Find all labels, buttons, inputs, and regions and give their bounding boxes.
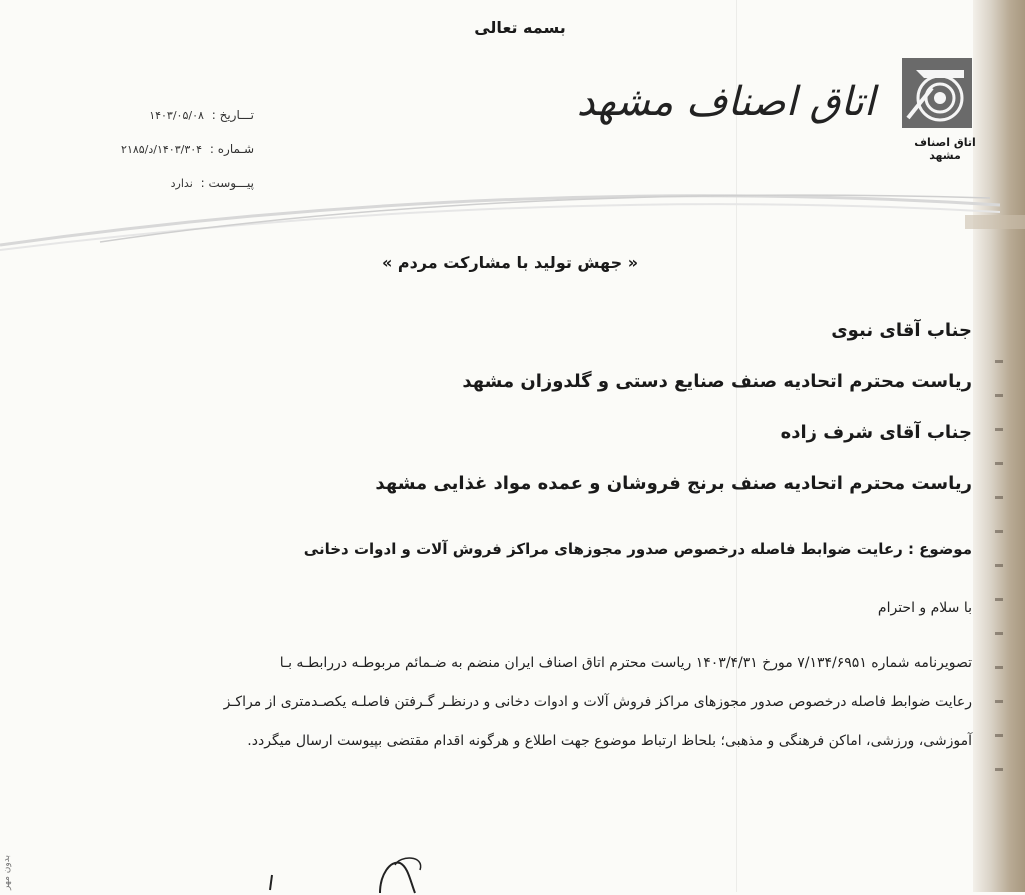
greeting: با سلام و احترام [877, 600, 972, 616]
number-label: شـماره : [209, 142, 254, 156]
margin-note: بدون مهر [2, 855, 12, 890]
addressee-name-2: جناب آقای شرف زاده [780, 422, 972, 443]
date-row [149, 108, 254, 130]
date-value: ۱۴۰۳/۰۵/۰۸ [149, 109, 204, 122]
number-value: ۱۴۰۳/۳۰۴/د/۲۱۸۵ [121, 143, 203, 156]
attachment-value: ندارد [170, 177, 193, 190]
addressee-name-1: جناب آقای نبوی [831, 320, 972, 341]
body-line-3: آموزشی، ورزشی، اماکن فرهنگی و مذهبی؛ بلحاظ ارتباط موضوع جهت اطلاع و هرگونه اقدام مقتضی بپیوست ارسال میگردد. [247, 733, 972, 749]
addressee-title-1: ریاست محترم اتحادیه صنف صنایع دستی و گلدوزان مشهد [462, 371, 972, 392]
motto: « جهش تولید با مشارکت مردم » [381, 253, 639, 272]
basmala-heading: بسمه تعالی [474, 18, 566, 37]
letter-subject: موضوع : رعایت ضوابط فاصله درخصوص صدور مجوزهای مراکز فروش آلات و ادوات دخانی [303, 540, 972, 558]
signature-mark [250, 855, 430, 895]
chamber-calligraphy-logo [576, 45, 885, 145]
binding-holes [995, 360, 1003, 780]
header-swoosh-divider [0, 150, 1000, 260]
addressee-title-2: ریاست محترم اتحادیه صنف برنج فروشان و عمده مواد غذایی مشهد [375, 473, 972, 494]
calligraphy-text: اتاق اصناف مشهد [576, 79, 875, 125]
logo-caption: اتاق اصناف مشهد [914, 136, 976, 162]
scanned-page-edge [973, 0, 1025, 892]
body-line-2: رعایت ضوابط فاصله درخصوص صدور مجوزهای مراکز فروش آلات و ادوات دخانی و درنظـر گـرفتن فاصلـه یکصـدمتری از مراکـز [223, 694, 972, 710]
body-line-1: تصویرنامه شماره ۷/۱۳۴/۶۹۵۱ مورخ ۱۴۰۳/۴/۳۱ ریاست محترم اتاق اصناف ایران منضم به ضـمائم مربوطـه دررابطـه بـا [279, 655, 972, 671]
chamber-logo-icon [902, 58, 972, 128]
attachment-label: پیـــوست : [200, 176, 254, 190]
date-label: تـــاریخ : [211, 108, 254, 122]
